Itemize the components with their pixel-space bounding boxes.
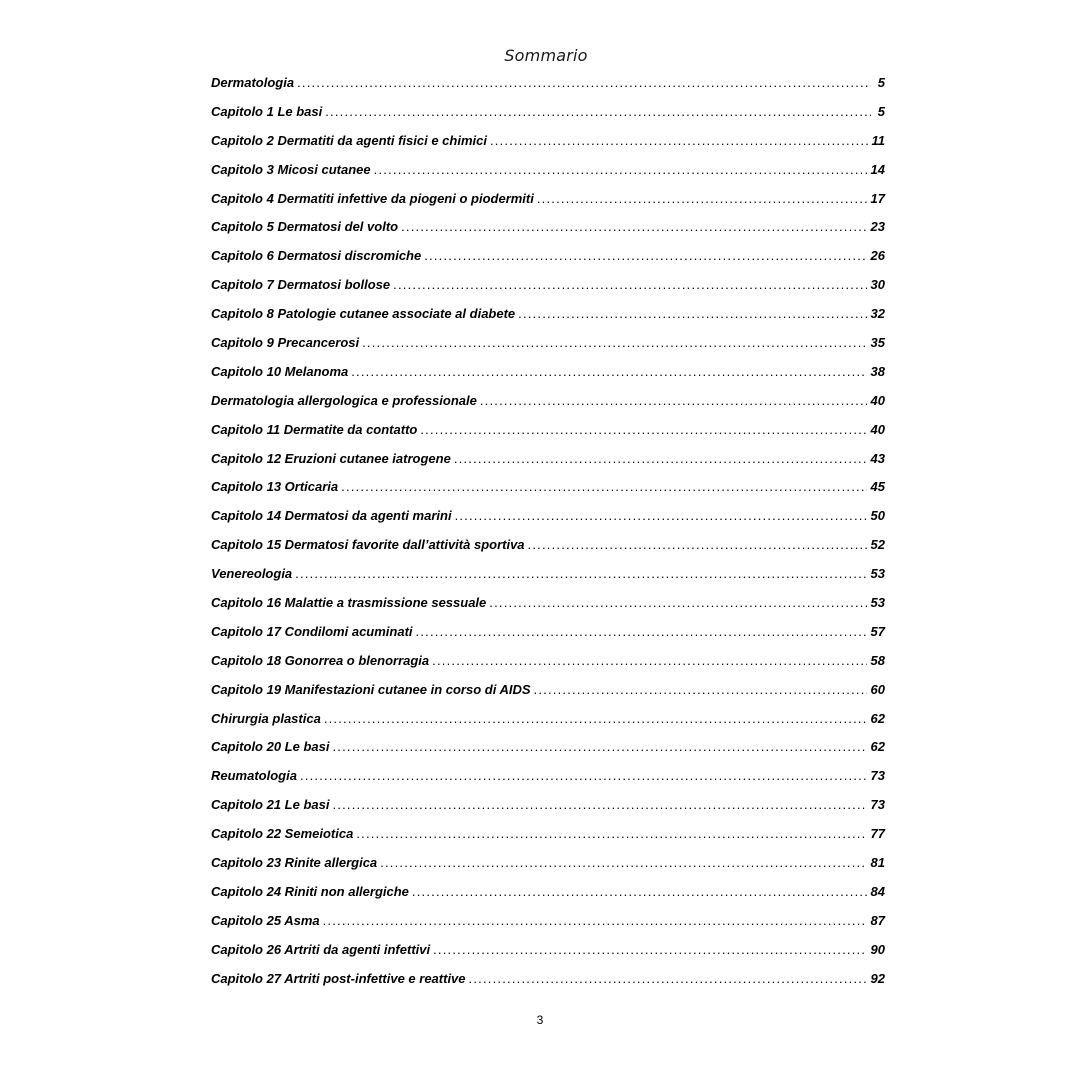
toc-entry[interactable] xyxy=(211,967,885,996)
toc-entry-label: Capitolo 15 Dermatosi favorite dall’attività sportiva xyxy=(211,537,525,553)
dot-leader xyxy=(424,244,866,268)
toc-entry[interactable] xyxy=(211,707,885,736)
toc-entry-label: Capitolo 18 Gonorrea o blenorragia xyxy=(211,652,430,668)
dot-leader xyxy=(295,562,866,586)
toc-entry-label: Capitolo 23 Rinite allergica xyxy=(211,855,378,871)
dot-leader xyxy=(412,880,867,904)
toc-entry-page: 5 xyxy=(877,103,885,119)
toc-entry-page: 77 xyxy=(870,826,885,842)
toc-entry-page: 11 xyxy=(871,132,885,148)
toc-entry-label: Capitolo 9 Precancerosi xyxy=(211,335,360,351)
dot-leader xyxy=(393,273,866,297)
dot-leader xyxy=(297,71,871,95)
toc-entry-page: 58 xyxy=(870,652,885,668)
toc-entry-label: Reumatologia xyxy=(211,768,297,784)
toc-entry-page: 87 xyxy=(870,912,885,928)
toc-entry-label: Capitolo 26 Artriti da agenti infettivi xyxy=(211,941,431,957)
dot-leader xyxy=(455,504,867,528)
toc-entry-label: Capitolo 13 Orticaria xyxy=(211,479,339,495)
toc-entry-label: Capitolo 1 Le basi xyxy=(211,103,323,119)
toc-entry-page: 17 xyxy=(870,190,885,206)
toc-entry-page: 62 xyxy=(870,710,885,726)
dot-leader xyxy=(325,100,871,124)
page-number: 3 xyxy=(536,1013,544,1027)
dot-leader xyxy=(356,822,866,846)
toc-entry-page: 40 xyxy=(870,392,885,408)
toc-entry-page: 73 xyxy=(870,768,885,784)
toc-entry[interactable] xyxy=(211,909,885,938)
toc-entry-label: Capitolo 24 Riniti non allergiche xyxy=(211,883,409,899)
dot-leader xyxy=(420,418,866,442)
toc-entry-label: Venereologia xyxy=(211,566,293,582)
toc-entry-label: Chirurgia plastica xyxy=(211,710,321,726)
toc-entry[interactable] xyxy=(211,389,885,418)
toc-entry-page: 52 xyxy=(870,537,885,553)
dot-leader xyxy=(332,735,866,759)
toc-entry-label: Capitolo 3 Micosi cutanee xyxy=(211,161,371,177)
toc-entry-page: 45 xyxy=(870,479,885,495)
toc-entry[interactable] xyxy=(211,331,885,360)
toc-entry-page: 38 xyxy=(870,363,885,379)
toc-entry[interactable] xyxy=(211,475,885,504)
toc-entry[interactable] xyxy=(211,620,885,649)
toc-entry-page: 40 xyxy=(870,421,885,437)
toc-entry-label: Capitolo 19 Manifestazioni cutanee in corso di AIDS xyxy=(211,681,531,697)
dot-leader xyxy=(401,215,866,239)
dot-leader xyxy=(416,620,867,644)
toc-entry-page: 60 xyxy=(870,681,885,697)
toc-entry-label: Capitolo 11 Dermatite da contatto xyxy=(211,421,418,437)
toc-entry[interactable] xyxy=(211,100,885,129)
dot-leader xyxy=(323,909,867,933)
toc-entry-page: 14 xyxy=(870,161,885,177)
toc-entry-page: 26 xyxy=(870,248,885,264)
toc-entry[interactable] xyxy=(211,71,885,100)
toc-entry-label: Capitolo 14 Dermatosi da agenti marini xyxy=(211,508,452,524)
toc-entry[interactable] xyxy=(211,504,885,533)
dot-leader xyxy=(480,389,867,413)
dot-leader xyxy=(374,158,867,182)
dot-leader xyxy=(380,851,866,875)
dot-leader xyxy=(432,649,866,673)
dot-leader xyxy=(489,591,866,615)
dot-leader xyxy=(341,475,866,499)
toc-entry[interactable] xyxy=(211,562,885,591)
toc-entry-label: Capitolo 5 Dermatosi del volto xyxy=(211,219,399,235)
toc-entry-label: Capitolo 10 Melanoma xyxy=(211,363,349,379)
toc-entry-page: 5 xyxy=(877,75,885,90)
dot-leader xyxy=(300,764,867,788)
toc-entry-page: 81 xyxy=(870,855,885,871)
dot-leader xyxy=(490,129,868,153)
toc-entry[interactable] xyxy=(211,158,885,187)
toc-entry[interactable] xyxy=(211,793,885,822)
toc-entry[interactable] xyxy=(211,273,885,302)
toc-entry-page: 23 xyxy=(870,219,885,235)
toc-entry-label: Capitolo 16 Malattie a trasmissione sessuale xyxy=(211,595,487,611)
dot-leader xyxy=(362,331,866,355)
toc-entry-page: 30 xyxy=(870,277,885,293)
toc-entry[interactable] xyxy=(211,822,885,851)
toc-entry-label: Capitolo 21 Le basi xyxy=(211,797,330,813)
toc-entry[interactable] xyxy=(211,129,885,158)
toc-entry-page: 35 xyxy=(870,335,885,351)
toc-entry[interactable] xyxy=(211,187,885,216)
toc-entry-label: Capitolo 8 Patologie cutanee associate al diabete xyxy=(211,306,516,322)
toc-entry-page: 32 xyxy=(870,306,885,322)
toc-entry[interactable] xyxy=(211,215,885,244)
toc-entry-label: Capitolo 2 Dermatiti da agenti fisici e chimici xyxy=(211,132,487,148)
toc-entry-page: 84 xyxy=(870,883,885,899)
toc-entry[interactable] xyxy=(211,533,885,562)
toc-entry[interactable] xyxy=(211,360,885,389)
toc-entry[interactable] xyxy=(211,938,885,967)
toc-entry-page: 57 xyxy=(870,623,885,639)
toc-entry-label: Capitolo 22 Semeiotica xyxy=(211,826,354,842)
toc-entry-page: 62 xyxy=(870,739,885,755)
toc-entry-page: 53 xyxy=(870,566,885,582)
toc-entry[interactable] xyxy=(211,302,885,331)
toc-entry-label: Dermatologia allergologica e professionale xyxy=(211,392,477,408)
dot-leader xyxy=(469,967,867,991)
toc-entry-page: 43 xyxy=(870,450,885,466)
toc-entry-page: 90 xyxy=(870,941,885,957)
toc-entry[interactable] xyxy=(211,764,885,793)
toc-entry-label: Capitolo 12 Eruzioni cutanee iatrogene xyxy=(211,450,451,466)
toc-entry-label: Capitolo 20 Le basi xyxy=(211,739,330,755)
toc-entry-label: Capitolo 27 Artriti post-infettive e reattive xyxy=(211,970,466,986)
toc-entry-label: Capitolo 7 Dermatosi bollose xyxy=(211,277,391,293)
toc-entry[interactable] xyxy=(211,447,885,476)
dot-leader xyxy=(332,793,866,817)
toc-entry-page: 73 xyxy=(870,797,885,813)
toc-title: Sommario xyxy=(504,46,588,65)
toc-entry-page: 50 xyxy=(870,508,885,524)
toc-entry[interactable] xyxy=(211,678,885,707)
dot-leader xyxy=(454,447,867,471)
toc-entry[interactable] xyxy=(211,591,885,620)
dot-leader xyxy=(537,187,867,211)
toc-entry[interactable] xyxy=(211,851,885,880)
toc-entry-page: 53 xyxy=(870,595,885,611)
toc-entry[interactable] xyxy=(211,418,885,447)
dot-leader xyxy=(351,360,866,384)
dot-leader xyxy=(433,938,866,962)
dot-leader xyxy=(534,678,867,702)
toc-entry-label: Capitolo 17 Condilomi acuminati xyxy=(211,623,413,639)
toc-entry[interactable] xyxy=(211,880,885,909)
dot-leader xyxy=(324,707,867,731)
dot-leader xyxy=(518,302,866,326)
toc-entry[interactable] xyxy=(211,735,885,764)
toc-entry-label: Capitolo 6 Dermatosi discromiche xyxy=(211,248,422,264)
toc-entry-page: 92 xyxy=(870,970,885,986)
toc-entry-label: Capitolo 4 Dermatiti infettive da piogeni o piodermiti xyxy=(211,190,534,206)
toc-entry-label: Capitolo 25 Asma xyxy=(211,912,320,928)
toc-entry[interactable] xyxy=(211,649,885,678)
toc-entry[interactable] xyxy=(211,244,885,273)
toc-list xyxy=(211,71,885,996)
toc-entry-label: Dermatologia xyxy=(211,75,295,90)
dot-leader xyxy=(528,533,867,557)
